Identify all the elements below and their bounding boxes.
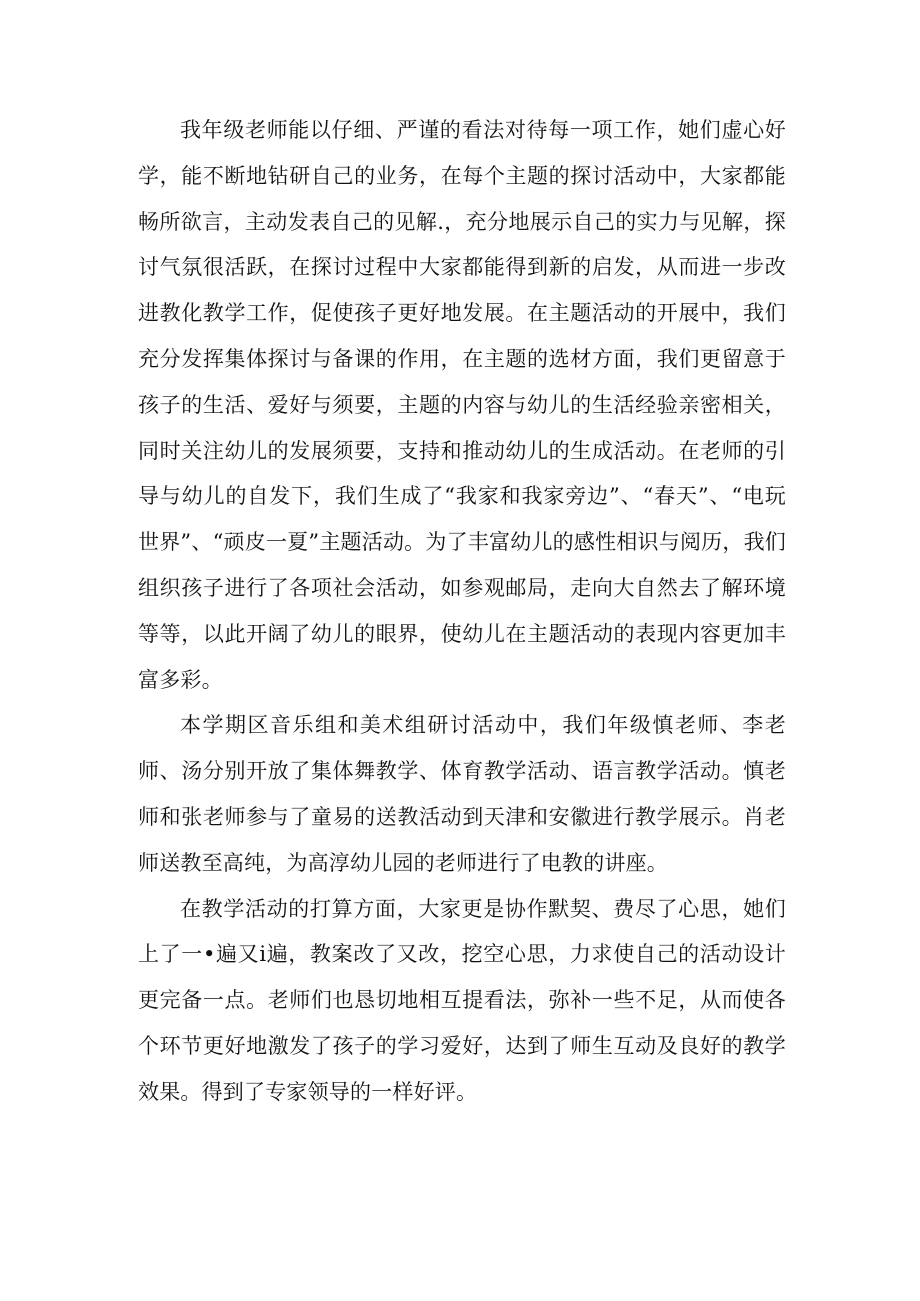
paragraph-open-lessons: 本学期区音乐组和美术组研讨活动中，我们年级慎老师、李老师、汤分别开放了集体舞教学、体育教学活动、语言教学活动。慎老师和张老师参与了童易的送教活动到天津和安徽进行教学展示。肖老师送教至高纯，为高淳幼儿园的老师进行了电教的讲座。	[138, 713, 786, 875]
paragraph-lesson-preparation: 在教学活动的打算方面，大家更是协作默契、费尽了心思，她们上了一•遍又i遍，教案改了又改，挖空心思，力求使自己的活动设计更完备一点。老师们也恳切地相互提看法，弥补一些不足，从而使各个环节更好地激发了孩子的学习爱好，达到了师生互动及良好的教学效果。得到了专家领导的一样好评。	[138, 896, 786, 1104]
paragraph-teaching-research: 我年级老师能以仔细、严谨的看法对待每一项工作，她们虚心好学，能不断地钻研自己的业务，在每个主题的探讨活动中，大家都能畅所欲言，主动发表自己的见解.，充分地展示自己的实力与见解，探讨气氛很活跃，在探讨过程中大家都能得到新的启发，从而进一步改进教化教学工作，促使孩子更好地发展。在主题活动的开展中，我们充分发挥集体探讨与备课的作用，在主题的选材方面，我们更留意于孩子的生活、爱好与须要，主题的内容与幼儿的生活经验亲密相关，同时关注幼儿的发展须要，支持和推动幼儿的生成活动。在老师的引导与幼儿的自发下，我们生成了“我家和我家旁边”、“春天”、“电玩世界”、“顽皮一夏”主题活动。为了丰富幼儿的感性相识与阅历，我们组织孩子进行了各项社会活动，如参观邮局，走向大自然去了解环境等等，以此开阔了幼儿的眼界，使幼儿在主题活动的表现内容更加丰富多彩。	[138, 118, 786, 692]
body-text	[138, 108, 786, 1116]
